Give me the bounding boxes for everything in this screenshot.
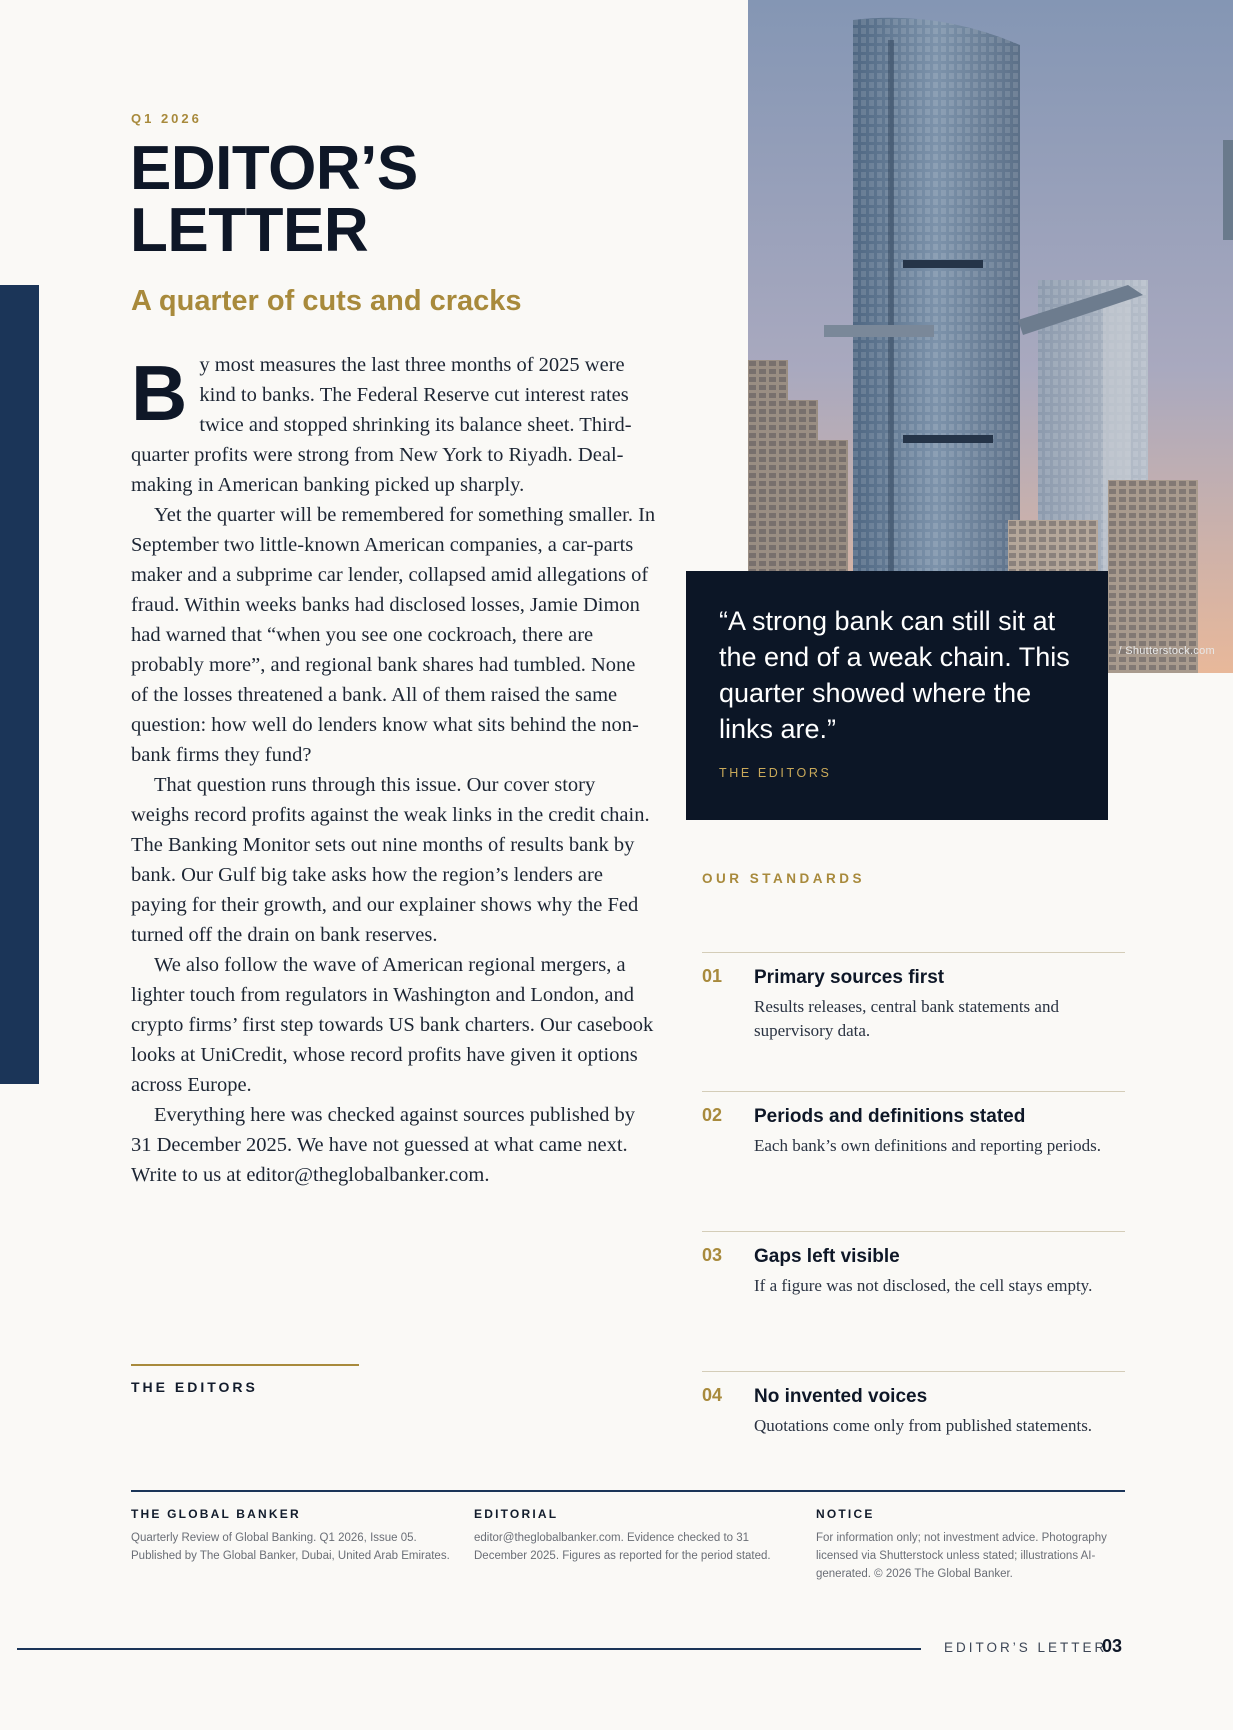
footer-text: Quarterly Review of Global Banking. Q1 2026, Issue 05. Published by The Global Banker, Dubai, United Arab Emirates. [131,1532,450,1562]
standard-item [702,952,1125,1040]
letter-paragraph-1 [131,350,656,500]
standard-heading: No invented voices [754,1386,928,1407]
standard-description: Each bank’s own definitions and reporting periods. [754,1136,1102,1155]
footer-text: For information only; not investment advice. Photography licensed via Shutterstock unless stated; illustrations AI-generated. © 2026 The Global Banker. [816,1532,1107,1580]
drop-cap: B [131,349,188,437]
standard-heading: Gaps left visible [754,1246,900,1267]
letter-paragraph-5: Everything here was checked against sources published by 31 December 2025. We have not guessed at what came next. Write to us at editor@theglobalbanker.com. [131,1104,636,1186]
standard-item [702,1371,1125,1435]
standard-description: Results releases, central bank statements and supervisory data. [754,997,1059,1040]
standard-number: 04 [702,1385,723,1405]
footer-column-editorial [474,1507,794,1565]
standards-title: OUR STANDARDS [702,871,865,886]
page-number: 03 [1102,1636,1123,1656]
footer-heading: NOTICE [816,1507,875,1521]
standard-description: Quotations come only from published statements. [754,1416,1093,1435]
pull-quote-attribution: THE EDITORS [719,766,832,780]
page-bottom-rule [17,1648,921,1650]
letter-body [131,350,656,1190]
footer-heading: THE GLOBAL BANKER [131,1507,301,1521]
footer-column-notice [816,1507,1126,1583]
footer-column-publisher [131,1507,451,1565]
standard-number: 03 [702,1245,723,1265]
standard-item [702,1231,1125,1295]
left-accent-bar [0,285,39,1084]
page-subtitle: A quarter of cuts and cracks [131,285,522,317]
running-section-label: EDITOR’S LETTER [944,1640,1108,1655]
standard-number: 01 [702,966,723,986]
letter-paragraph-2: Yet the quarter will be remembered for something smaller. In September two little-known American companies, a car-parts maker and a subprime car lender, collapsed amid allegations of fraud. Within weeks banks had disclosed losses, Jamie Dimon had warned that “when you see one cockroach, there are probably more”, and regional bank shares had tumbled. None of the losses threatened a bank. All of them raised the same question: how well do lenders know what sits behind the non-bank firms they fund? [131,504,656,766]
footer-text: editor@theglobalbanker.com. Evidence checked to 31 December 2025. Figures as reported for the period stated. [474,1532,771,1562]
standard-number: 02 [702,1105,723,1125]
signature-rule [131,1364,359,1366]
photo-credit: / Shutterstock.com [1118,645,1215,657]
standard-item [702,1091,1125,1155]
pull-quote-text: “A strong bank can still sit at the end of a weak chain. This quarter showed where the links are.” [719,606,1070,744]
letter-paragraph-4: We also follow the wave of American regional mergers, a lighter touch from regulators in Washington and London, and crypto firms’ first step towards US bank charters. Our casebook looks at UniCredit, whose record profits have given it options across Europe. [131,954,654,1096]
standard-heading: Periods and definitions stated [754,1106,1026,1127]
issue-kicker: Q1 2026 [131,111,202,126]
paragraph-text: y most measures the last three months of 2025 were kind to banks. The Federal Reserve cut interest rates twice and stopped shrinking its balance sheet. Third-quarter profits were strong from New York to Riyadh. Deal-making in American banking picked up sharply. [131,354,632,496]
footer-heading: EDITORIAL [474,1507,559,1521]
footer-rule [131,1490,1125,1492]
letter-paragraph-3: That question runs through this issue. Our cover story weighs record profits against the weak links in the credit chain. The Banking Monitor sets out nine months of results bank by bank. Our Gulf big take asks how the region’s lenders are paying for their growth, and our explainer shows why the Fed turned off the drain on bank reserves. [131,774,650,946]
signature: THE EDITORS [131,1379,258,1395]
standard-description: If a figure was not disclosed, the cell stays empty. [754,1276,1093,1295]
page-title: EDITOR’S LETTER [130,134,418,265]
standard-heading: Primary sources first [754,967,945,988]
pull-quote [686,571,1108,820]
